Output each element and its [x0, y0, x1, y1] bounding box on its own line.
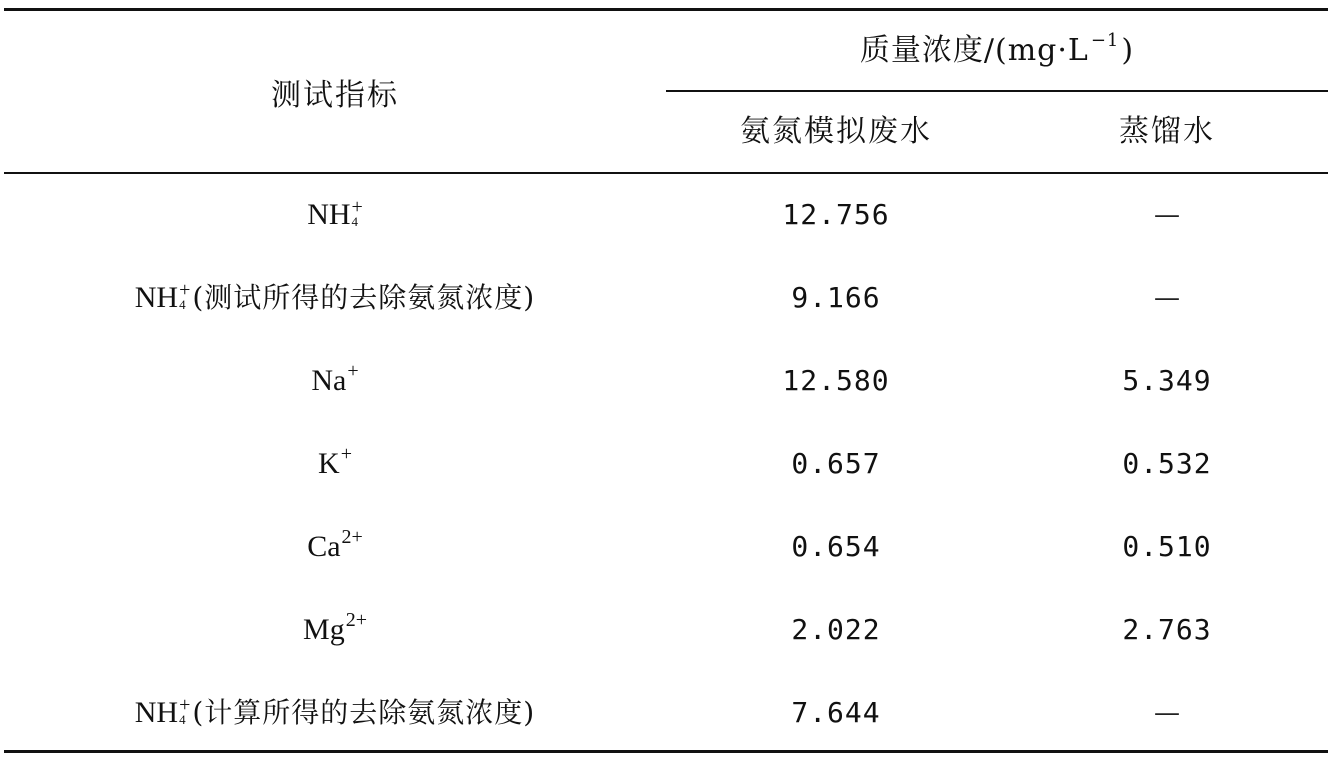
ion-formula [307, 196, 363, 231]
table-top-rule [4, 8, 1328, 11]
ion-scripts [347, 361, 358, 381]
distilled-value: 2.763 [1122, 613, 1212, 646]
distilled-value: — [1154, 283, 1180, 313]
header-test-item: 测试指标 [271, 78, 399, 113]
distilled-value: 5.349 [1122, 364, 1212, 397]
table-bottom-rule [4, 750, 1328, 753]
ion-note: (计算所得的去除氨氮浓度) [192, 696, 536, 729]
row-ion-label [4, 351, 666, 411]
distilled-value: 0.510 [1122, 530, 1212, 563]
ion-formula [311, 360, 359, 397]
ion-scripts [342, 527, 363, 547]
ion-note: (测试所得的去除氨氮浓度) [192, 281, 536, 314]
ion-formula [318, 443, 352, 480]
ion-charge: + [179, 694, 191, 716]
row-ion-label [4, 683, 666, 743]
wastewater-value: 7.644 [791, 696, 881, 729]
ion-charge: + [351, 196, 363, 218]
wastewater-value: 0.657 [791, 447, 881, 480]
header-concentration-exponent: −1 [1090, 30, 1120, 51]
ion-formula [303, 609, 367, 646]
wastewater-value: 9.166 [791, 281, 881, 314]
ion-symbol: NH [307, 198, 351, 231]
ion-scripts [341, 444, 352, 464]
ion-scripts [179, 695, 190, 727]
header-concentration-close: ) [1121, 33, 1135, 68]
header-distilled-water: 蒸馏水 [1119, 114, 1215, 149]
row-ion-label [4, 268, 666, 328]
ion-symbol: K [318, 447, 340, 480]
wastewater-value: 12.756 [782, 198, 890, 231]
row-ion-label [4, 517, 666, 577]
ion-scripts [352, 197, 363, 229]
ion-scripts [179, 280, 190, 312]
wastewater-value: 0.654 [791, 530, 881, 563]
header-bottom-rule [4, 172, 1328, 174]
row-ion-label [4, 434, 666, 494]
wastewater-value: 2.022 [791, 613, 881, 646]
header-sub-rule [666, 90, 1328, 92]
ion-symbol: Na [311, 364, 347, 397]
header-simulated-wastewater: 氨氮模拟废水 [740, 114, 932, 149]
ion-subscript: 4 [179, 297, 186, 312]
ion-formula [134, 279, 536, 314]
ion-charge: + [340, 443, 352, 465]
row-ion-label [4, 600, 666, 660]
header-concentration-text: 质量浓度/(mg·L [859, 33, 1089, 68]
ion-subscript: 4 [351, 214, 359, 229]
ion-charge: + [179, 279, 191, 301]
ion-subscript: 4 [179, 712, 186, 727]
ion-charge: 2+ [345, 609, 367, 631]
row-ion-label [4, 185, 666, 245]
ion-symbol: Ca [307, 530, 341, 563]
ion-formula [134, 694, 536, 729]
distilled-value: 0.532 [1122, 447, 1212, 480]
data-table [4, 0, 1328, 768]
header-mass-concentration [666, 20, 1328, 82]
wastewater-value: 12.580 [782, 364, 890, 397]
ion-symbol: Mg [303, 613, 345, 646]
ion-symbol: NH [134, 281, 179, 314]
ion-charge: + [347, 360, 359, 382]
ion-formula [307, 526, 363, 563]
distilled-value: — [1154, 698, 1180, 728]
ion-charge: 2+ [341, 526, 363, 548]
ion-scripts [346, 610, 367, 630]
distilled-value: — [1154, 200, 1180, 230]
ion-symbol: NH [134, 696, 179, 729]
